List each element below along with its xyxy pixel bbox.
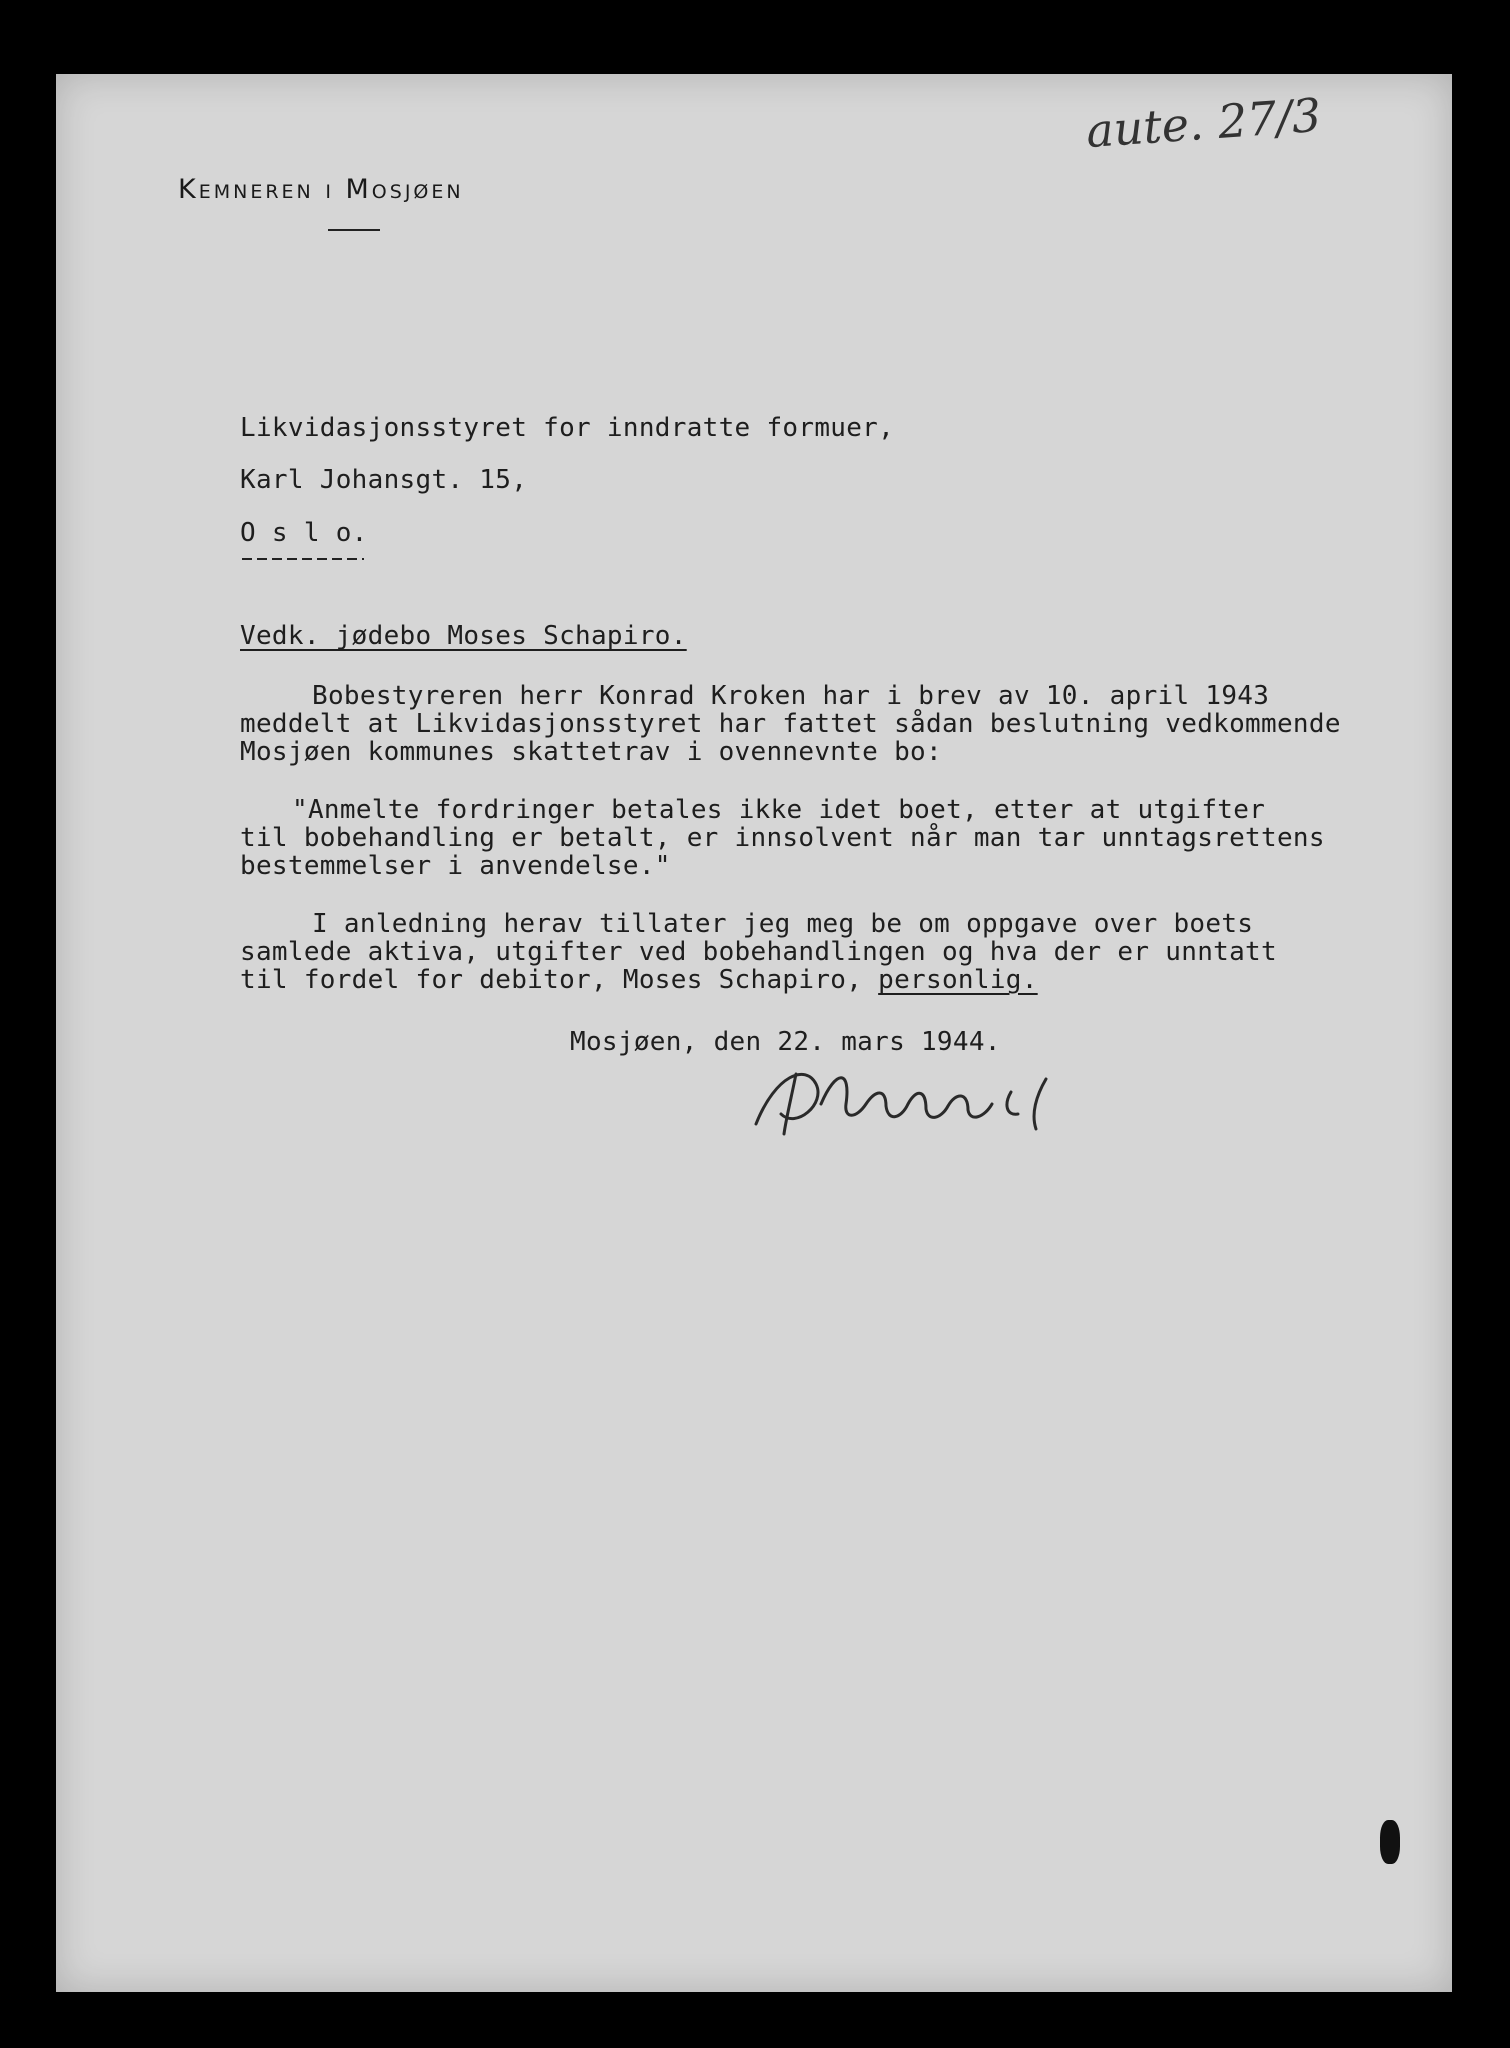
document-page — [56, 74, 1452, 1992]
personal-underlined-word: personlig. — [878, 965, 1038, 995]
recipient-city: O s l o. — [240, 518, 368, 548]
body-paragraph-1-line-3: Mosjøen kommunes skattetrav i ovennevnte bo: — [240, 737, 942, 767]
letterhead-title: Kemneren i Mosjøen — [178, 174, 464, 205]
quote-line-1: "Anmelte fordringer betales ikke idet boet, etter at utgifter — [292, 795, 1266, 825]
ink-spot — [1380, 1820, 1400, 1864]
subject-line: Vedk. jødebo Moses Schapiro. — [240, 621, 687, 651]
place-date: Mosjøen, den 22. mars 1944. — [570, 1027, 1001, 1057]
body-paragraph-2-line-3-text: til fordel for debitor, Moses Schapiro, — [240, 965, 879, 995]
quote-line-2: til bobehandling er betalt, er innsolvent når man tar unntagsrettens — [240, 823, 1325, 853]
letterhead-divider — [328, 229, 380, 231]
handwritten-archive-note: aute. 27/3 — [1084, 87, 1323, 159]
body-paragraph-1-line-1: Bobestyreren herr Konrad Kroken har i brev av 10. april 1943 — [312, 681, 1270, 711]
recipient-line-2: Karl Johansgt. 15, — [240, 465, 528, 495]
body-paragraph-1-line-2: meddelt at Likvidasjonsstyret har fattet sådan beslutning vedkommende — [240, 709, 1341, 739]
quote-line-3: bestemmelser i anvendelse." — [240, 851, 671, 881]
body-paragraph-2-line-1: I anledning herav tillater jeg meg be om oppgave over boets — [312, 909, 1254, 939]
body-paragraph-2-line-3 — [240, 966, 1038, 994]
handwritten-signature — [736, 1034, 1156, 1154]
city-dashed-underline — [242, 558, 364, 560]
recipient-line-1: Likvidasjonsstyret for inndratte formuer, — [240, 413, 895, 443]
body-paragraph-2-line-2: samlede aktiva, utgifter ved bobehandlingen og hva der er unntatt — [240, 937, 1277, 967]
